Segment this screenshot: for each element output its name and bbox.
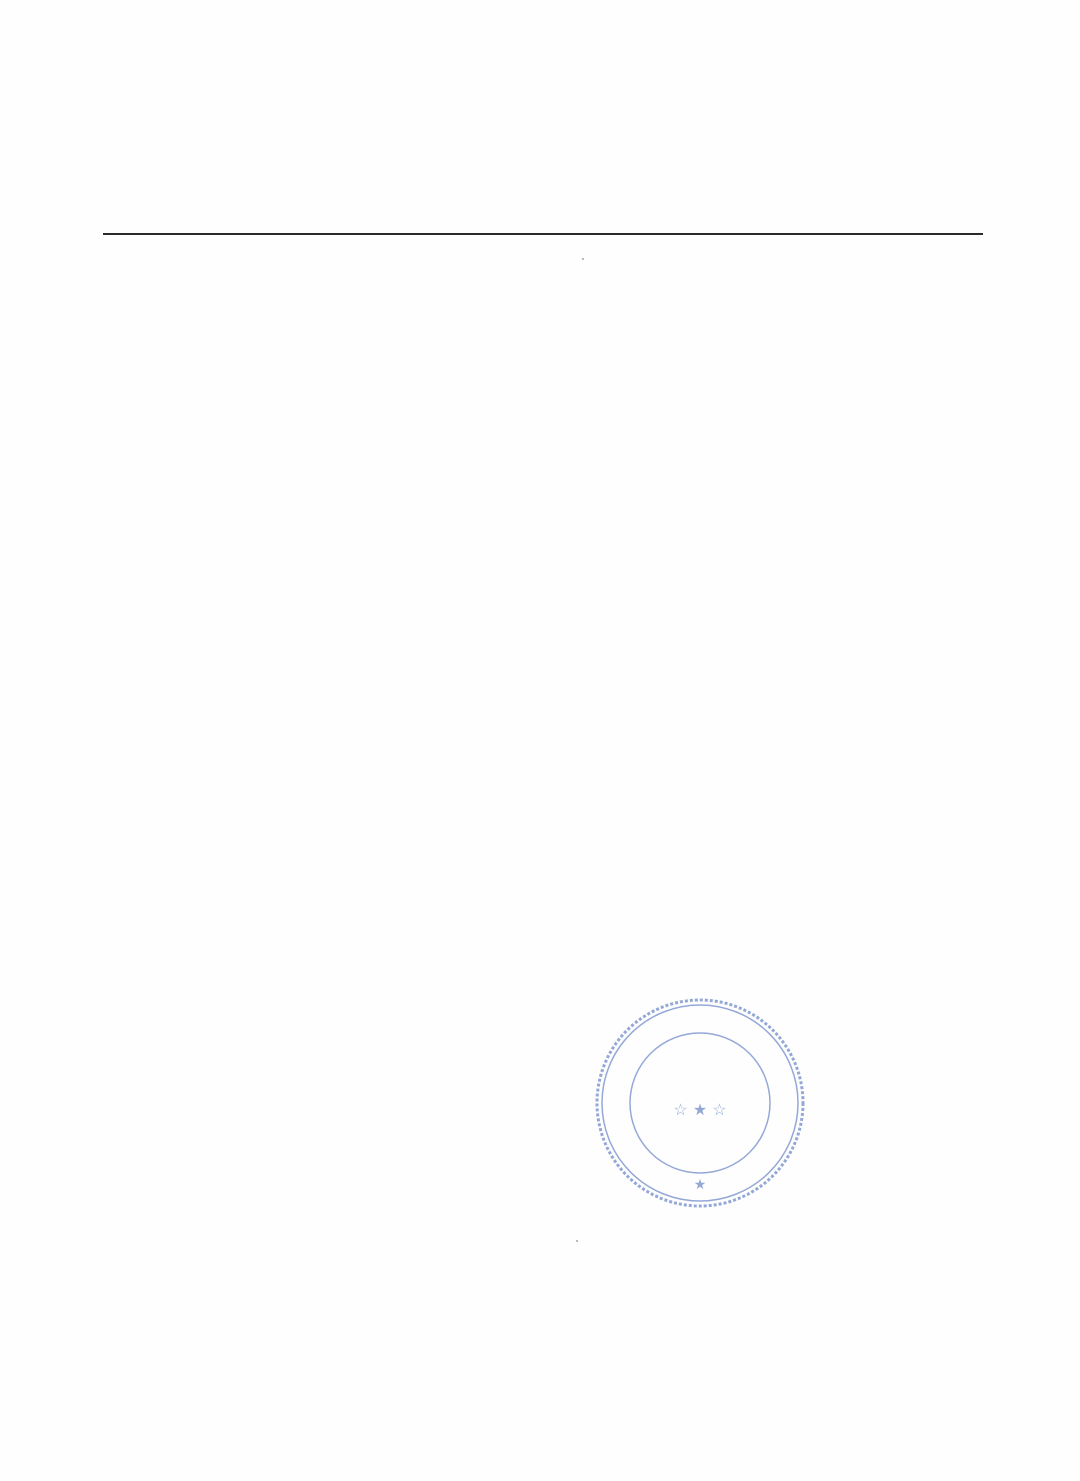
letterhead-contact [0, 195, 1080, 220]
svg-text:★: ★ [693, 1177, 707, 1193]
header-divider [103, 233, 983, 235]
scan-speck [582, 258, 584, 260]
scan-speck [576, 1240, 578, 1242]
official-seal-icon [594, 997, 806, 1209]
svg-text:☆ ★ ☆: ☆ ★ ☆ [673, 1100, 727, 1119]
